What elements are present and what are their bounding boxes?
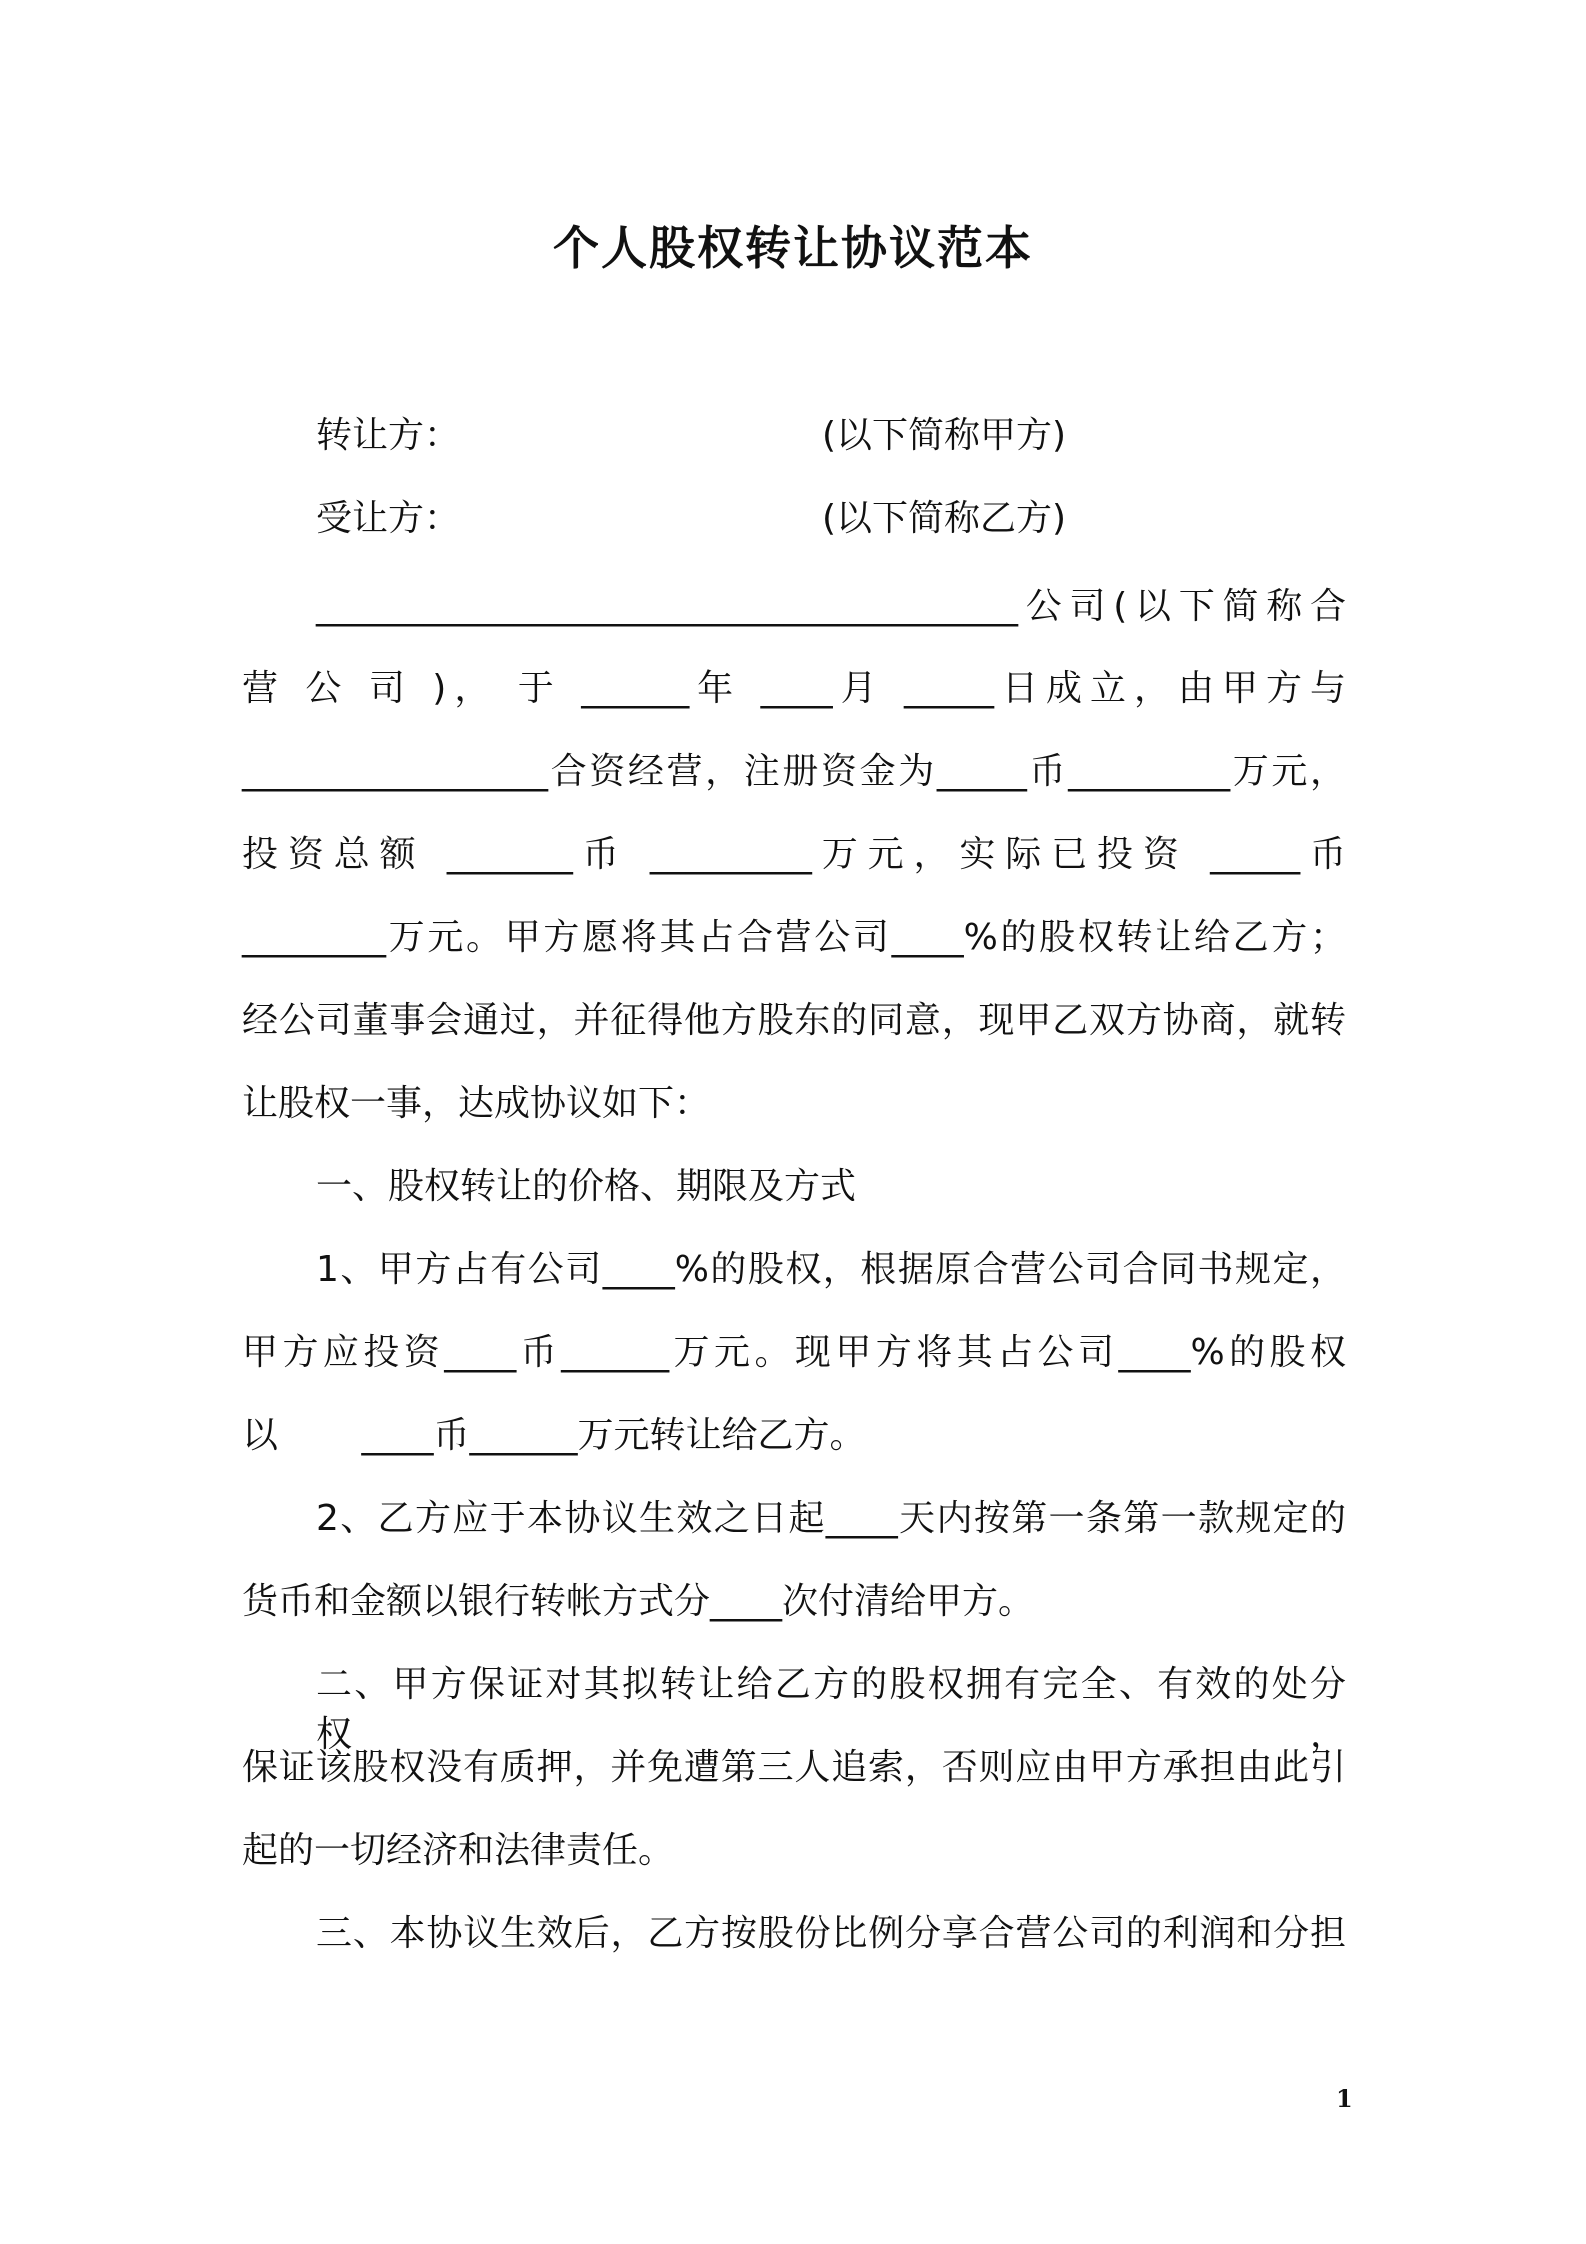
section-2-line-2: 保证该股权没有质押，并免遭第三人追索，否则应由甲方承担由此引 bbox=[242, 1747, 1346, 1788]
clause-1-1-line-2: 甲方应投资____币______万元。现甲方将其占公司____%的股权 bbox=[242, 1332, 1346, 1373]
clause-1-2-line-2: 货币和金额以银行转帐方式分____次付清给甲方。 bbox=[242, 1581, 1035, 1622]
section-3-line-1: 三、本协议生效后，乙方按股份比例分享合营公司的利润和分担 bbox=[316, 1913, 1346, 1954]
transferor-label: 转让方： bbox=[316, 415, 461, 456]
section-2-line-1: 二、甲方保证对其拟转让给乙方的股权拥有完全、有效的处分权， bbox=[316, 1664, 1346, 1755]
body-line-4: 投资总额 _______币 _________万元，实际已投资 _____币 bbox=[242, 834, 1346, 875]
clause-1-2-line-1: 2、乙方应于本协议生效之日起____天内按第一条第一款规定的 bbox=[316, 1498, 1346, 1539]
section-2-line-3: 起的一切经济和法律责任。 bbox=[242, 1830, 675, 1871]
transferee-note: (以下简称乙方) bbox=[822, 498, 1067, 539]
body-line-2: 营 公 司 )， 于 ______年 ____月 _____日成立，由甲方与 bbox=[242, 668, 1346, 709]
clause-1-1-line-3: 以 ____币______万元转让给乙方。 bbox=[242, 1415, 866, 1456]
transferor-line bbox=[316, 411, 1067, 461]
transferee-line bbox=[316, 494, 1067, 544]
body-line-7: 让股权一事，达成协议如下： bbox=[242, 1083, 711, 1124]
clause-1-1-line-1: 1、甲方占有公司____%的股权，根据原合营公司合同书规定， bbox=[316, 1249, 1346, 1290]
body-line-3: _________________合资经营，注册资金为_____币_________万元， bbox=[242, 751, 1346, 792]
transferee-label: 受让方： bbox=[316, 498, 461, 539]
document-title: 个人股权转让协议范本 bbox=[553, 221, 1033, 275]
body-line-5: ________万元。甲方愿将其占合营公司____%的股权转让给乙方； bbox=[242, 917, 1346, 958]
body-line-1: _______________________________________公司(以下简称合 bbox=[316, 586, 1346, 627]
body-line-6: 经公司董事会通过，并征得他方股东的同意，现甲乙双方协商，就转 bbox=[242, 1000, 1346, 1041]
section-heading-1: 一、股权转让的价格、期限及方式 bbox=[316, 1166, 857, 1207]
transferor-note: (以下简称甲方) bbox=[822, 415, 1067, 456]
page-number: 1 bbox=[1336, 2084, 1353, 2113]
